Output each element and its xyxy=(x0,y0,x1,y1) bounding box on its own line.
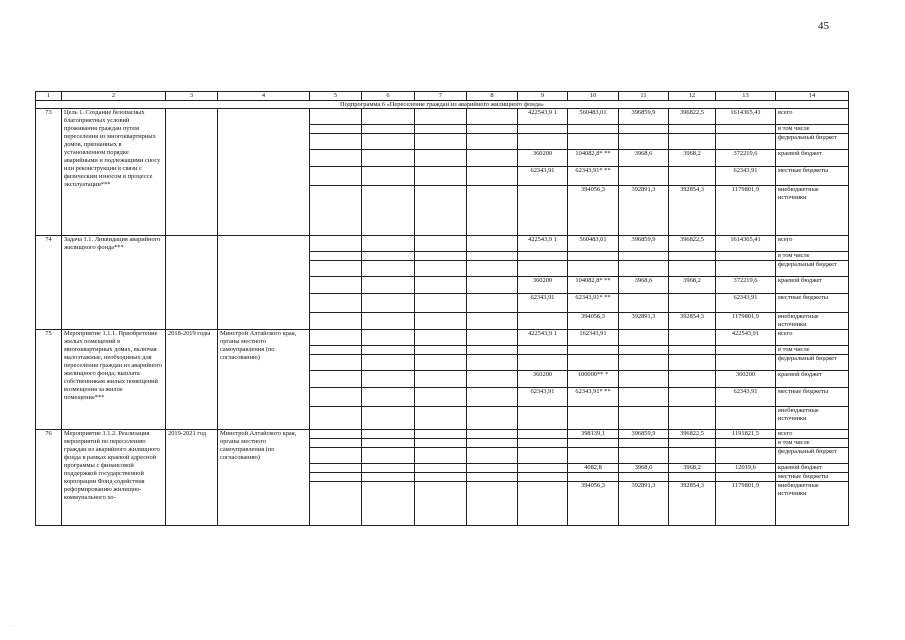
value-cell-col9 xyxy=(518,473,568,482)
row-years-cell xyxy=(166,236,218,330)
value-cell-col12: 396822,5 xyxy=(669,236,716,252)
value-cell-col12 xyxy=(669,473,716,482)
value-cell-col11 xyxy=(619,261,669,277)
empty-cell xyxy=(362,346,415,355)
column-number-cell: 13 xyxy=(716,92,776,101)
empty-cell xyxy=(362,277,415,294)
value-cell-col13: 1191821,5 xyxy=(716,430,776,439)
budget-table xyxy=(35,91,849,526)
value-cell-col11 xyxy=(619,252,669,261)
value-cell-col13 xyxy=(716,448,776,464)
value-cell-col13: 62343,91 xyxy=(716,294,776,313)
table-row xyxy=(36,109,849,125)
value-cell-col9: 62343,91 xyxy=(518,294,568,313)
value-cell-col10 xyxy=(568,473,619,482)
value-cell-col9: 422543,9 1 xyxy=(518,109,568,125)
empty-cell xyxy=(362,125,415,134)
value-cell-col12 xyxy=(669,294,716,313)
empty-cell xyxy=(310,186,362,236)
value-cell-col12: 3968,2 xyxy=(669,464,716,473)
value-cell-col10 xyxy=(568,125,619,134)
value-cell-col9: 360200 xyxy=(518,150,568,167)
empty-cell xyxy=(362,355,415,371)
column-number-cell: 1 xyxy=(36,92,62,101)
funding-source-cell: федеральный бюджет xyxy=(776,261,849,277)
value-cell-col10: 398139,1 xyxy=(568,430,619,439)
column-number-cell: 6 xyxy=(362,92,415,101)
value-cell-col9 xyxy=(518,261,568,277)
funding-source-cell: всего xyxy=(776,330,849,346)
value-cell-col11 xyxy=(619,167,669,186)
empty-cell xyxy=(415,330,467,346)
value-cell-col10: 62343,91* ** xyxy=(568,388,619,407)
funding-source-cell: в том числе xyxy=(776,346,849,355)
funding-source-cell: федеральный бюджет xyxy=(776,134,849,150)
value-cell-col12 xyxy=(669,125,716,134)
empty-cell xyxy=(467,252,518,261)
value-cell-col13 xyxy=(716,125,776,134)
column-number-cell: 9 xyxy=(518,92,568,101)
value-cell-col13 xyxy=(716,261,776,277)
empty-cell xyxy=(415,355,467,371)
empty-cell xyxy=(310,482,362,526)
column-number-cell: 4 xyxy=(218,92,310,101)
empty-cell xyxy=(467,261,518,277)
empty-cell xyxy=(467,407,518,430)
value-cell-col11: 392891,3 xyxy=(619,186,669,236)
empty-cell xyxy=(415,109,467,125)
empty-cell xyxy=(415,388,467,407)
funding-source-cell: местные бюджеты xyxy=(776,294,849,313)
empty-cell xyxy=(310,150,362,167)
value-cell-col12 xyxy=(669,407,716,430)
value-cell-col11 xyxy=(619,294,669,313)
row-number-cell: 76 xyxy=(36,430,62,526)
value-cell-col13: 1179801,9 xyxy=(716,186,776,236)
empty-cell xyxy=(467,473,518,482)
empty-cell xyxy=(310,464,362,473)
value-cell-col9 xyxy=(518,439,568,448)
value-cell-col13: 62343,91 xyxy=(716,388,776,407)
empty-cell xyxy=(362,186,415,236)
empty-cell xyxy=(310,448,362,464)
row-years-cell: 2018-2019 годы xyxy=(166,330,218,430)
value-cell-col12 xyxy=(669,448,716,464)
value-cell-col12 xyxy=(669,388,716,407)
value-cell-col11: 3968,6 xyxy=(619,150,669,167)
row-years-cell: 2019-2021 год xyxy=(166,430,218,526)
funding-source-cell: федеральный бюджет xyxy=(776,355,849,371)
funding-source-cell: в том числе xyxy=(776,125,849,134)
table-row xyxy=(36,330,849,346)
empty-cell xyxy=(310,371,362,388)
empty-cell xyxy=(467,448,518,464)
empty-cell xyxy=(467,134,518,150)
value-cell-col9 xyxy=(518,252,568,261)
value-cell-col13: 1179801,9 xyxy=(716,313,776,330)
value-cell-col9 xyxy=(518,186,568,236)
table-row xyxy=(36,430,849,439)
value-cell-col12 xyxy=(669,355,716,371)
empty-cell xyxy=(467,430,518,439)
empty-cell xyxy=(362,134,415,150)
value-cell-col11 xyxy=(619,407,669,430)
funding-source-cell: краевой бюджет xyxy=(776,277,849,294)
empty-cell xyxy=(415,439,467,448)
empty-cell xyxy=(310,109,362,125)
empty-cell xyxy=(467,150,518,167)
value-cell-col9 xyxy=(518,482,568,526)
empty-cell xyxy=(467,482,518,526)
value-cell-col12 xyxy=(669,330,716,346)
value-cell-col13: 360200 xyxy=(716,371,776,388)
value-cell-col13: 1179801,9 xyxy=(716,482,776,526)
empty-cell xyxy=(415,186,467,236)
value-cell-col10: 100000** * xyxy=(568,371,619,388)
value-cell-col11 xyxy=(619,473,669,482)
value-cell-col12: 396822,5 xyxy=(669,430,716,439)
value-cell-col12: 396822,5 xyxy=(669,109,716,125)
empty-cell xyxy=(415,277,467,294)
funding-source-cell: всего xyxy=(776,236,849,252)
value-cell-col9 xyxy=(518,346,568,355)
empty-cell xyxy=(415,371,467,388)
empty-cell xyxy=(310,388,362,407)
row-name-cell: Задача 1.1. Ликвидация аварийного жилищного фонда*** xyxy=(62,236,166,330)
funding-source-cell: внебюджетные источники xyxy=(776,407,849,430)
column-number-row xyxy=(36,92,849,101)
empty-cell xyxy=(467,167,518,186)
empty-cell xyxy=(415,150,467,167)
value-cell-col10 xyxy=(568,448,619,464)
page-number: 45 xyxy=(818,20,829,32)
empty-cell xyxy=(310,261,362,277)
empty-cell xyxy=(467,294,518,313)
value-cell-col11 xyxy=(619,371,669,388)
empty-cell xyxy=(310,252,362,261)
value-cell-col13: 372219,6 xyxy=(716,150,776,167)
empty-cell xyxy=(415,125,467,134)
empty-cell xyxy=(467,355,518,371)
value-cell-col11 xyxy=(619,125,669,134)
empty-cell xyxy=(415,346,467,355)
value-cell-col10: 4082,8 xyxy=(568,464,619,473)
value-cell-col9: 422543,9 1 xyxy=(518,330,568,346)
value-cell-col9 xyxy=(518,134,568,150)
empty-cell xyxy=(467,313,518,330)
value-cell-col10: 62343,91* ** xyxy=(568,167,619,186)
empty-cell xyxy=(467,346,518,355)
column-number-cell: 14 xyxy=(776,92,849,101)
row-executor-cell xyxy=(218,236,310,330)
empty-cell xyxy=(362,371,415,388)
empty-cell xyxy=(467,439,518,448)
column-number-cell: 12 xyxy=(669,92,716,101)
funding-source-cell: краевой бюджет xyxy=(776,464,849,473)
value-cell-col13 xyxy=(716,407,776,430)
funding-source-cell: местные бюджеты xyxy=(776,388,849,407)
subprogram-title-row xyxy=(36,101,849,109)
column-number-cell: 3 xyxy=(166,92,218,101)
row-number-cell: 75 xyxy=(36,330,62,430)
table-row xyxy=(36,236,849,252)
value-cell-col11: 396859,9 xyxy=(619,430,669,439)
value-cell-col11 xyxy=(619,346,669,355)
empty-cell xyxy=(362,236,415,252)
value-cell-col11 xyxy=(619,448,669,464)
value-cell-col10 xyxy=(568,252,619,261)
subprogram-title: Подпрограмма 6 «Переселение граждан из аварийного жилищного фонда» xyxy=(36,101,849,109)
empty-cell xyxy=(362,407,415,430)
row-executor-cell: Минстрой Алтайского края, органы местного самоуправления (по согласованию) xyxy=(218,430,310,526)
empty-cell xyxy=(415,236,467,252)
value-cell-col9: 422543,9 1 xyxy=(518,236,568,252)
funding-source-cell: всего xyxy=(776,109,849,125)
empty-cell xyxy=(310,355,362,371)
value-cell-col9 xyxy=(518,464,568,473)
value-cell-col10: 394056,3 xyxy=(568,313,619,330)
funding-source-cell: местные бюджеты xyxy=(776,167,849,186)
empty-cell xyxy=(415,448,467,464)
value-cell-col11: 392891,3 xyxy=(619,482,669,526)
value-cell-col12: 392854,3 xyxy=(669,313,716,330)
empty-cell xyxy=(467,186,518,236)
empty-cell xyxy=(362,464,415,473)
empty-cell xyxy=(310,277,362,294)
empty-cell xyxy=(362,330,415,346)
value-cell-col9 xyxy=(518,407,568,430)
value-cell-col13: 62343,91 xyxy=(716,167,776,186)
empty-cell xyxy=(415,430,467,439)
value-cell-col10: 62343,91* ** xyxy=(568,294,619,313)
value-cell-col12 xyxy=(669,261,716,277)
value-cell-col10 xyxy=(568,439,619,448)
funding-source-cell: внебюджетные источники xyxy=(776,313,849,330)
value-cell-col11: 392891,3 xyxy=(619,313,669,330)
value-cell-col13: 1614365,41 xyxy=(716,236,776,252)
value-cell-col11 xyxy=(619,355,669,371)
funding-source-cell: внебюджетные источники xyxy=(776,186,849,236)
funding-source-cell: краевой бюджет xyxy=(776,371,849,388)
value-cell-col10: 394056,3 xyxy=(568,186,619,236)
value-cell-col13 xyxy=(716,473,776,482)
value-cell-col13: 1614365,41 xyxy=(716,109,776,125)
empty-cell xyxy=(467,330,518,346)
value-cell-col9: 62343,91 xyxy=(518,167,568,186)
empty-cell xyxy=(362,439,415,448)
empty-cell xyxy=(310,236,362,252)
value-cell-col11: 3968,6 xyxy=(619,464,669,473)
empty-cell xyxy=(362,430,415,439)
value-cell-col12 xyxy=(669,346,716,355)
empty-cell xyxy=(310,313,362,330)
value-cell-col11 xyxy=(619,388,669,407)
empty-cell xyxy=(415,473,467,482)
column-number-cell: 7 xyxy=(415,92,467,101)
value-cell-col13: 422543,91 xyxy=(716,330,776,346)
empty-cell xyxy=(362,261,415,277)
funding-source-cell: в том числе xyxy=(776,252,849,261)
empty-cell xyxy=(362,482,415,526)
column-number-cell: 5 xyxy=(310,92,362,101)
row-executor-cell: Минстрой Алтайского края, органы местного самоуправления (по согласованию) xyxy=(218,330,310,430)
value-cell-col9 xyxy=(518,125,568,134)
empty-cell xyxy=(310,473,362,482)
empty-cell xyxy=(362,388,415,407)
value-cell-col9 xyxy=(518,313,568,330)
funding-source-cell: внебюджетные источники xyxy=(776,482,849,526)
empty-cell xyxy=(415,407,467,430)
value-cell-col10 xyxy=(568,134,619,150)
empty-cell xyxy=(467,109,518,125)
column-number-cell: 2 xyxy=(62,92,166,101)
value-cell-col12: 392854,3 xyxy=(669,482,716,526)
empty-cell xyxy=(310,125,362,134)
funding-source-cell: всего xyxy=(776,430,849,439)
empty-cell xyxy=(467,277,518,294)
value-cell-col9 xyxy=(518,355,568,371)
empty-cell xyxy=(467,125,518,134)
value-cell-col12: 3968,2 xyxy=(669,277,716,294)
empty-cell xyxy=(467,236,518,252)
value-cell-col10 xyxy=(568,346,619,355)
column-number-cell: 11 xyxy=(619,92,669,101)
value-cell-col13 xyxy=(716,346,776,355)
empty-cell xyxy=(467,371,518,388)
value-cell-col12: 3968,2 xyxy=(669,150,716,167)
empty-cell xyxy=(310,430,362,439)
value-cell-col11: 396859,9 xyxy=(619,109,669,125)
value-cell-col12 xyxy=(669,252,716,261)
value-cell-col13 xyxy=(716,252,776,261)
empty-cell xyxy=(415,294,467,313)
value-cell-col13 xyxy=(716,355,776,371)
empty-cell xyxy=(467,464,518,473)
empty-cell xyxy=(310,167,362,186)
value-cell-col10: 104082,8* ** xyxy=(568,150,619,167)
value-cell-col12 xyxy=(669,439,716,448)
value-cell-col10: 394056,3 xyxy=(568,482,619,526)
row-name-cell: Цель 1. Создание безопасных благоприятных условий проживания граждан путем переселения из многоквартирных домов, признанных в установленном порядке аварийными и подлежащими сносу или реконструкции в связи с физическим износом в процессе эксплуатации*** xyxy=(62,109,166,236)
value-cell-col13 xyxy=(716,439,776,448)
scan-mark: · · · xyxy=(8,624,16,629)
empty-cell xyxy=(362,167,415,186)
column-number-cell: 10 xyxy=(568,92,619,101)
empty-cell xyxy=(362,252,415,261)
value-cell-col11: 396859,9 xyxy=(619,236,669,252)
funding-source-cell: местные бюджеты xyxy=(776,473,849,482)
empty-cell xyxy=(310,439,362,448)
funding-source-cell: краевой бюджет xyxy=(776,150,849,167)
row-number-cell: 73 xyxy=(36,109,62,236)
value-cell-col12 xyxy=(669,167,716,186)
value-cell-col13: 12019,6 xyxy=(716,464,776,473)
row-executor-cell xyxy=(218,109,310,236)
empty-cell xyxy=(310,407,362,430)
value-cell-col10 xyxy=(568,261,619,277)
empty-cell xyxy=(310,346,362,355)
funding-source-cell: федеральный бюджет xyxy=(776,448,849,464)
empty-cell xyxy=(415,134,467,150)
value-cell-col9 xyxy=(518,448,568,464)
value-cell-col9: 62343,91 xyxy=(518,388,568,407)
empty-cell xyxy=(310,330,362,346)
column-number-cell: 8 xyxy=(467,92,518,101)
value-cell-col13: 372219,6 xyxy=(716,277,776,294)
empty-cell xyxy=(415,167,467,186)
value-cell-col10 xyxy=(568,407,619,430)
empty-cell xyxy=(415,464,467,473)
value-cell-col10: 560483,01 xyxy=(568,236,619,252)
value-cell-col12 xyxy=(669,371,716,388)
value-cell-col10: 104082,8* ** xyxy=(568,277,619,294)
row-years-cell xyxy=(166,109,218,236)
row-name-cell: Мероприятие 1.1.2. Реализация мероприятий по переселению граждан из аварийного жилищного фонда в рамках краевой адресной программы с финансовой поддержкой государственной корпорации Фонд содействия реформированию жилищно-коммунального хо- xyxy=(62,430,166,526)
value-cell-col9: 360200 xyxy=(518,371,568,388)
empty-cell xyxy=(310,294,362,313)
empty-cell xyxy=(310,134,362,150)
empty-cell xyxy=(467,388,518,407)
empty-cell xyxy=(362,313,415,330)
empty-cell xyxy=(362,109,415,125)
row-number-cell: 74 xyxy=(36,236,62,330)
empty-cell xyxy=(362,473,415,482)
empty-cell xyxy=(415,252,467,261)
value-cell-col11 xyxy=(619,134,669,150)
value-cell-col10: 560483,01 xyxy=(568,109,619,125)
value-cell-col13 xyxy=(716,134,776,150)
empty-cell xyxy=(415,261,467,277)
value-cell-col12: 392854,3 xyxy=(669,186,716,236)
empty-cell xyxy=(362,294,415,313)
row-name-cell: Мероприятие 1.1.1. Приобретение жилых помещений в многоквартирных домах, включая малоэтажные, необходимых для переселения граждан из аварийного жилищного фонда; выплата собственникам жилых помещений возмещения за жилое помещение*** xyxy=(62,330,166,430)
empty-cell xyxy=(362,448,415,464)
empty-cell xyxy=(415,313,467,330)
value-cell-col9: 360200 xyxy=(518,277,568,294)
value-cell-col11: 3968,6 xyxy=(619,277,669,294)
funding-source-cell: в том числе xyxy=(776,439,849,448)
value-cell-col10: 162343,91 xyxy=(568,330,619,346)
empty-cell xyxy=(362,150,415,167)
value-cell-col11 xyxy=(619,330,669,346)
value-cell-col9 xyxy=(518,430,568,439)
value-cell-col10 xyxy=(568,355,619,371)
empty-cell xyxy=(415,482,467,526)
value-cell-col12 xyxy=(669,134,716,150)
value-cell-col11 xyxy=(619,439,669,448)
